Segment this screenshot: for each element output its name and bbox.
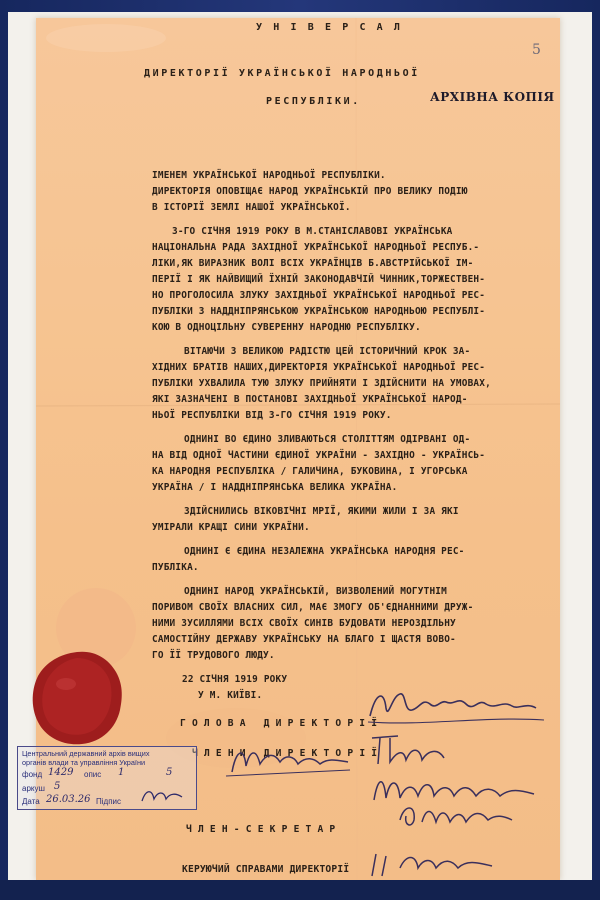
body-line: ОДНИНІ Є ЄДИНА НЕЗАЛЕЖНА УКРАЇНСЬКА НАРОДНЯ РЕС- — [184, 546, 465, 557]
body-line: ЯКІ ЗАЗНАЧЕНІ В ПОСТАНОВІ ЗАХІДНЬОЇ УКРАЇНСЬКОЇ НАРОД- — [152, 394, 468, 405]
heading-republic: РЕСПУБЛІКИ. — [266, 96, 361, 107]
body-line: ОДНИНІ НАРОД УКРАЇНСЬКІЙ, ВИЗВОЛЕНИЙ МОГУТНІМ — [184, 586, 447, 597]
stamp-date-value: 26.03.26 — [46, 794, 91, 805]
signature-vynnychenko — [366, 686, 546, 730]
signature-shvets — [396, 798, 516, 834]
stamp-arkush-value: 5 — [54, 781, 61, 792]
body-line: ВІТАЮЧИ З ВЕЛИКОЮ РАДІСТЮ ЦЕЙ ІСТОРИЧНИЙ КРОК ЗА- — [184, 346, 471, 357]
body-line: НИМИ ЗУСИЛЛЯМИ ВСІХ СВОЇХ СИНІВ БУДОВАТИ НЕРОЗДІЛЬНУ — [152, 618, 456, 629]
body-line: УКРАЇНА / І НАДДНІПРЯНСЬКА ВЕЛИКА УКРАЇНА. — [152, 482, 398, 493]
body-line: КА НАРОДНЯ РЕСПУБЛІКА / ГАЛИЧИНА, БУКОВИНА, І УГОРСЬКА — [152, 466, 468, 477]
body-line: ПУБЛІКИ З НАДДНІПРЯНСЬКОЮ УКРАЇНСЬКОЮ НАРОДНЬОЮ РЕСПУБЛІ- — [152, 306, 486, 317]
body-line: В ІСТОРІЇ ЗЕМЛІ НАШОЇ УКРАЇНСЬКОЇ. — [152, 202, 351, 213]
date-line: 22 СІЧНЯ 1919 РОКУ — [182, 674, 288, 685]
archive-stamp — [17, 746, 197, 810]
signature-label-secretary: Ч Л Е Н - С Е К Р Е Т А Р — [186, 824, 336, 835]
frame-bottom-edge — [0, 880, 600, 900]
signature-petliura — [368, 730, 458, 772]
stamp-date-label: Дата — [22, 797, 40, 806]
body-line: НАЦІОНАЛЬНА РАДА ЗАХІДНОЇ УКРАЇНСЬКОЇ НАРОДНЬОЇ РЕСПУБ.- — [152, 242, 480, 253]
body-line: ЛІКИ,ЯК ВИРАЗНИК ВОЛІ ВСІХ УКРАЇНЦІВ Б.АВСТРІЙСЬКОЇ ІМ- — [152, 258, 474, 269]
body-line: ПЕРІЇ І ЯК НАЙВИЩИЙ ЇХНІЙ ЗАКОНОДАВЧІЙ ЧИННИК,ТОРЖЕСТВЕН- — [152, 274, 486, 285]
stamp-arkush-label: аркуш — [22, 784, 45, 793]
stamp-fond-label: фонд — [22, 770, 43, 779]
body-line: НА ВІД ОДНОЇ ЧАСТИНИ ЄДИНОЇ УКРАЇНИ - ЗАХІДНО - УКРАЇНСЬ- — [152, 450, 486, 461]
body-line: ПУБЛІКИ УХВАЛИЛА ТУЮ ЗЛУКУ ПРИЙНЯТИ І ЗДІЙСНИТИ НА УМОВАХ, — [152, 378, 491, 389]
stamp-opys-label: опис — [84, 770, 102, 779]
body-line: НО ПРОГОЛОСИЛА ЗЛУКУ ЗАХІДНЬОЇ УКРАЇНСЬКОЇ НАРОДНЬОЇ РЕС- — [152, 290, 486, 301]
stamp-opys-value: 1 — [118, 767, 125, 778]
signature-manager — [366, 848, 506, 880]
body-line: ЗДІЙСНИЛИСЬ ВІКОВІЧНІ МРІЇ, ЯКИМИ ЖИЛИ І ЗА ЯКІ — [184, 506, 459, 517]
body-line: ОДНИНІ ВО ЄДИНО ЗЛИВАЮТЬСЯ СТОЛІТТЯМ ОДІРВАНІ ОД- — [184, 434, 471, 445]
heading-directory: ДИРЕКТОРІЇ УКРАЇНСЬКОЇ НАРОДНЬОЇ — [144, 68, 420, 79]
heading-universal: У Н І В Е Р С А Л — [256, 22, 403, 33]
signature-label-manager: КЕРУЮЧИЙ СПРАВАМИ ДИРЕКТОРІЇ — [182, 864, 350, 875]
archive-copy-mark: АРХІВНА КОПІЯ — [430, 90, 555, 104]
body-line: ГО ЇЇ ТРУДОВОГО ЛЮДУ. — [152, 650, 275, 661]
body-line: ПОРИВОМ СВОЇХ ВЛАСНИХ СИЛ, МАЄ ЗМОГУ ОБ'ЄДНАННИМИ ДРУЖ- — [152, 602, 474, 613]
body-line: ПУБЛІКА. — [152, 562, 199, 573]
place-line: У М. КИЇВІ. — [198, 690, 263, 701]
stamp-sprava-value: 5 — [166, 767, 173, 778]
wax-seal — [30, 648, 124, 748]
stamp-line-2: органів влади та управління України — [22, 758, 146, 767]
stamp-signature — [138, 785, 188, 807]
signature-label-members: Ч Л Е Н И Д И Р Е К Т О Р І Ї — [192, 748, 378, 759]
body-line: НЬОЇ РЕСПУБЛІКИ ВІД 3-ГО СІЧНЯ 1919 РОКУ. — [152, 410, 392, 421]
body-line: ДИРЕКТОРІЯ ОПОВІЩАЄ НАРОД УКРАЇНСЬКІЙ ПРО ВЕЛИКУ ПОДІЮ — [152, 186, 468, 197]
signature-andrievsky — [226, 740, 356, 780]
body-line: 3-ГО СІЧНЯ 1919 РОКУ В М.СТАНІСЛАВОВІ УКРАЇНСЬКА — [172, 226, 453, 237]
body-line: КОЮ В ОДНОЦІЛЬНУ СУВЕРЕННУ НАРОДНЮ РЕСПУБЛІКУ. — [152, 322, 421, 333]
body-line: ХІДНИХ БРАТІВ НАШИХ,ДИРЕКТОРІЯ УКРАЇНСЬКОЇ НАРОДНЬОЇ РЕС- — [152, 362, 486, 373]
stamp-fond-value: 1429 — [48, 767, 74, 778]
page-number: 5 — [532, 42, 541, 58]
stamp-line-1: Центральний державний архів вищих — [22, 749, 150, 758]
signature-label-head: Г О Л О В А Д И Р Е К Т О Р І Ї — [180, 718, 378, 729]
body-line: САМОСТІЙНУ ДЕРЖАВУ УКРАЇНСЬКУ НА БЛАГО І ЩАСТЯ ВОВО- — [152, 634, 456, 645]
stamp-sign-label: Підпис — [96, 797, 121, 806]
body-line: УМІРАЛИ КРАЩІ СИНИ УКРАЇНИ. — [152, 522, 310, 533]
body-line: ІМЕНЕМ УКРАЇНСЬКОЇ НАРОДНЬОЇ РЕСПУБЛІКИ. — [152, 170, 386, 181]
